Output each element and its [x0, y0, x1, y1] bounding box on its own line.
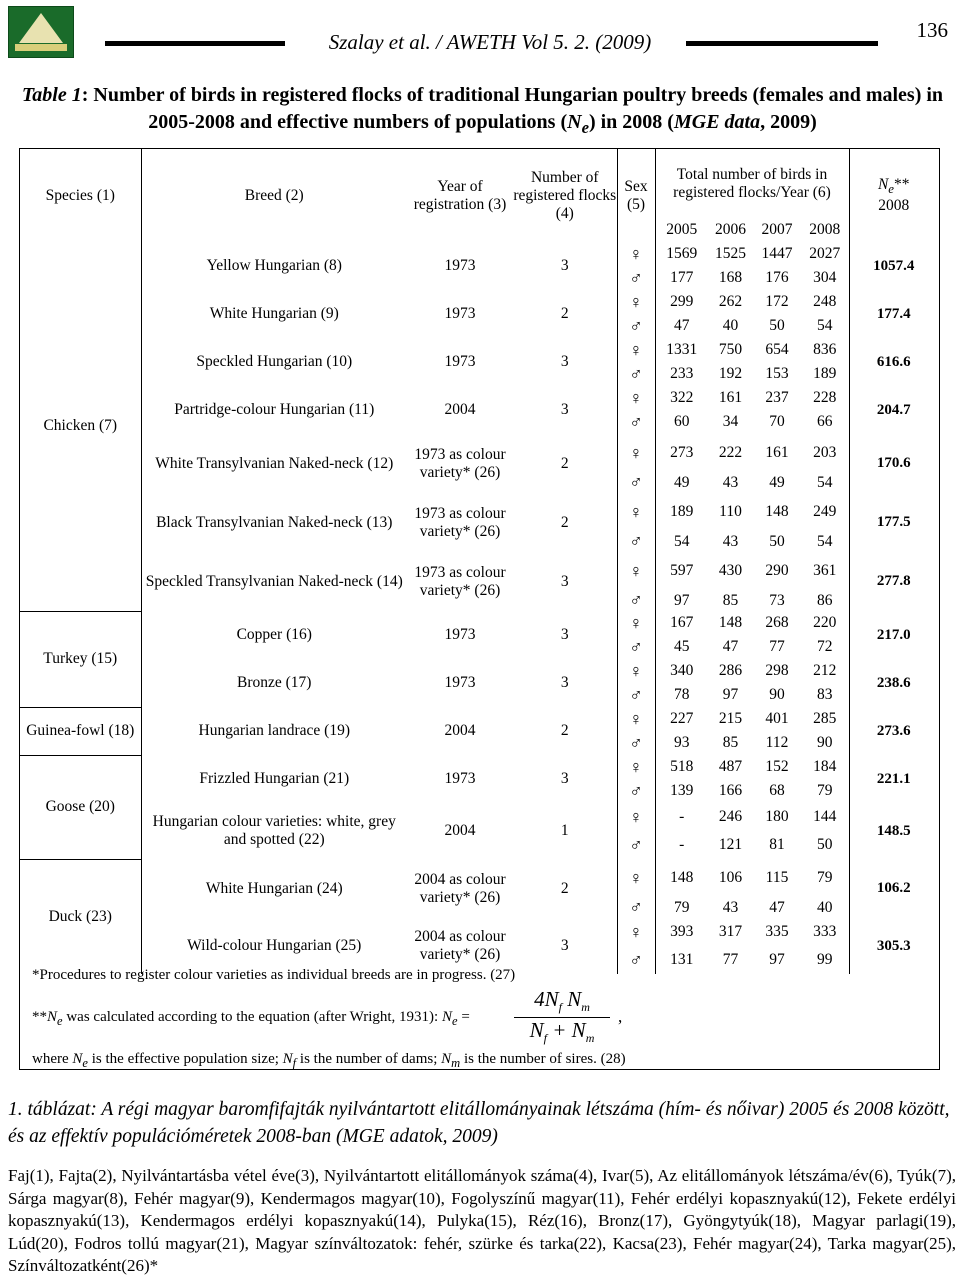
breed-cell: Speckled Hungarian (10) [141, 338, 407, 386]
male-count: 97 [769, 951, 785, 968]
journal-running-title: Szalay et al. / AWETH Vol 5. 2. (2009) [328, 30, 652, 54]
female-count: 248 [813, 293, 837, 310]
header-year-col: 2006 [715, 221, 746, 238]
female-count: 228 [813, 389, 837, 406]
male-count: 90 [769, 686, 785, 703]
flocks-cell: 3 [560, 401, 569, 418]
female-count: 212 [813, 662, 837, 679]
female-count: 180 [765, 808, 789, 825]
data-table-frame [19, 148, 940, 1070]
male-count: 99 [817, 951, 833, 968]
header-species: Species (1) [45, 186, 115, 204]
male-count: 50 [769, 532, 785, 550]
note-ne-equation: $**N_e$ was calculated according to the equation (after Wright, 1931): $N_e$ = [32, 1009, 470, 1028]
header-total: Total number of birds in registered flocks/Year (6) [655, 149, 849, 218]
female-count: 290 [765, 562, 789, 579]
female-count: 189 [655, 493, 708, 531]
year-cell: 1973 [444, 305, 476, 322]
ne-value: 217.0 [849, 611, 938, 659]
year-cell: 2004 [444, 401, 476, 418]
female-count: 322 [655, 386, 708, 410]
female-count: 79 [817, 869, 833, 886]
flocks-cell: 1 [560, 822, 569, 839]
year-cell: 1973 [444, 353, 476, 370]
ne-value: 238.6 [849, 659, 938, 707]
ne-value: 1057.4 [849, 242, 938, 290]
female-count: 161 [718, 389, 743, 406]
male-count: 189 [813, 365, 837, 382]
male-count: 85 [722, 734, 739, 751]
female-count: 203 [813, 444, 837, 461]
male-count: 139 [655, 779, 708, 803]
female-count: 237 [765, 389, 789, 406]
female-icon: ♀ [617, 803, 655, 831]
male-count: 43 [722, 898, 739, 916]
year-cell: 2004 [444, 722, 476, 739]
female-count: 184 [813, 758, 837, 775]
female-icon: ♀ [617, 659, 655, 683]
male-count: 73 [769, 591, 785, 609]
female-icon: ♀ [617, 242, 655, 266]
data-table [20, 149, 938, 974]
female-count: 262 [718, 293, 743, 310]
male-count: 40 [722, 317, 739, 334]
flocks-cell: 3 [560, 257, 569, 274]
header-year-col: 2007 [761, 221, 793, 238]
male-count: 50 [769, 317, 785, 334]
male-count: 153 [765, 365, 789, 382]
male-count: 66 [817, 413, 833, 430]
female-count: 487 [718, 758, 743, 775]
female-icon: ♀ [617, 918, 655, 946]
ne-value: 616.6 [849, 338, 938, 386]
year-cell: 1973 [444, 626, 476, 643]
male-icon: ♂ [617, 314, 655, 338]
female-icon: ♀ [617, 707, 655, 731]
header-sex: Sex (5) [617, 149, 655, 242]
formula-comma: , [618, 1007, 623, 1026]
male-icon: ♂ [617, 946, 655, 974]
female-count: 161 [765, 444, 789, 461]
note-definitions: where $N_e$ is the effective population size; $N_f$ is the number of dams; $N_m$ is the number of sires. (28) [32, 1051, 626, 1070]
male-count: 43 [722, 532, 739, 550]
female-count: 285 [813, 710, 837, 727]
female-count: 148 [765, 503, 789, 520]
female-count: 654 [765, 341, 789, 358]
breed-cell: Copper (16) [141, 611, 407, 659]
male-count: 54 [817, 532, 833, 550]
male-count: 49 [655, 472, 708, 493]
male-count: 40 [817, 898, 833, 916]
header-breed: Breed (2) [141, 149, 407, 242]
year-cell: 1973 [444, 770, 476, 787]
hungarian-legend: Faj(1), Fajta(2), Nyilvántartásba vétel éve(3), Nyilvántartott elitállományok száma(4), Ivar(5), Az elitállományok létszáma/év(6), Tyúk(7), Sárga magyar(8), Fehér magyar(9), Kendermagos magyar(10), Fogolyszínű magyar(11), Fehér erdélyi kopasznyakú(12), Fekete erdélyi kopasznyakú(13), Kendermagos erdélyi kopasznyakú(14), Pulyka(15), Réz(16), Bronz(17), Gyöngytyúk(18), Magyar parlagi(19), Lúd(20), Fodros tollú magyar(21), Magyar színváltozatok: fehér, szürke és tarka(22), Kacsa(23), Fehér magyar(24), Tarka magyar(25), Színváltozatként(26)* [8, 1166, 956, 1275]
female-count: 215 [718, 710, 743, 727]
female-count: 401 [765, 710, 789, 727]
male-icon: ♂ [617, 635, 655, 659]
male-count: 93 [655, 731, 708, 755]
male-count: 54 [817, 473, 833, 491]
female-icon: ♀ [617, 755, 655, 779]
ne-value: 305.3 [849, 918, 938, 974]
male-icon: ♂ [617, 362, 655, 386]
female-count: 167 [655, 611, 708, 635]
breed-cell: Hungarian landrace (19) [141, 707, 407, 755]
female-count: - [655, 803, 708, 831]
female-count: 298 [765, 662, 789, 679]
flocks-cell: 3 [560, 674, 569, 691]
female-icon: ♀ [617, 338, 655, 362]
page-header [0, 0, 960, 70]
breed-cell: Hungarian colour varieties: white, grey and spotted (22) [141, 803, 407, 859]
female-count: 340 [655, 659, 708, 683]
header-ne: $N_e**$ 2008 [849, 149, 938, 242]
male-count: 85 [722, 591, 739, 609]
species-cell: Guinea-fowl (18) [20, 707, 141, 755]
ne-value: 277.8 [849, 552, 938, 611]
female-icon: ♀ [617, 434, 655, 472]
note-procedures: *Procedures to register colour varieties as individual breeds are in progress. (27) [32, 967, 516, 983]
female-count: 148 [718, 614, 743, 631]
flocks-cell: 2 [560, 513, 569, 531]
male-count: 49 [769, 473, 785, 491]
female-icon: ♀ [617, 290, 655, 314]
breed-cell: White Hungarian (24) [141, 859, 407, 918]
male-count: 168 [718, 269, 743, 286]
year-cell: 1973 as colour variety* (26) [414, 445, 506, 481]
ne-value: 148.5 [849, 803, 938, 859]
female-count: 2027 [809, 245, 841, 262]
male-count: 54 [655, 531, 708, 552]
breed-cell: Black Transylvanian Naked-neck (13) [141, 493, 407, 552]
flocks-cell: 3 [560, 626, 569, 643]
female-count: 273 [655, 434, 708, 472]
female-count: 1569 [655, 242, 708, 266]
caption-source: MGE data [673, 111, 761, 133]
flocks-cell: 2 [560, 722, 569, 739]
flocks-cell: 3 [560, 572, 569, 590]
male-count: 131 [655, 946, 708, 974]
ne-value: 177.4 [849, 290, 938, 338]
ne-value: 170.6 [849, 434, 938, 493]
ne-value: 221.1 [849, 755, 938, 803]
female-count: 750 [718, 341, 743, 358]
flocks-cell: 2 [560, 879, 569, 897]
male-count: 176 [765, 269, 789, 286]
male-count: 121 [718, 836, 743, 853]
caption-label: Table 1 [21, 84, 82, 106]
female-count: 220 [813, 614, 837, 631]
male-count: 68 [769, 782, 785, 799]
ne-value: 273.6 [849, 707, 938, 755]
male-icon: ♂ [617, 779, 655, 803]
male-count: 77 [722, 951, 739, 968]
female-count: 1525 [715, 245, 746, 262]
male-icon: ♂ [617, 590, 655, 611]
male-count: 90 [817, 734, 833, 751]
year-cell: 1973 [444, 674, 476, 691]
breed-cell: Bronze (17) [141, 659, 407, 707]
year-cell: 1973 as colour variety* (26) [414, 504, 506, 540]
male-count: 54 [817, 317, 833, 334]
male-count: 45 [655, 635, 708, 659]
female-count: 106 [718, 869, 743, 886]
male-count: 304 [813, 269, 837, 286]
header-year-col: 2008 [809, 221, 841, 238]
female-count: 597 [655, 552, 708, 590]
species-cell: Chicken (7) [43, 417, 118, 435]
flocks-cell: 3 [560, 770, 569, 787]
female-count: 268 [765, 614, 789, 631]
male-count: 47 [722, 638, 739, 655]
breed-cell: White Hungarian (9) [141, 290, 407, 338]
male-count: 79 [817, 782, 833, 799]
flocks-cell: 3 [560, 937, 569, 954]
male-count: 81 [769, 836, 785, 853]
female-count: 1331 [655, 338, 708, 362]
flocks-cell: 2 [560, 454, 569, 472]
male-icon: ♂ [617, 531, 655, 552]
female-count: 249 [813, 503, 837, 520]
male-count: 34 [722, 413, 739, 430]
male-icon: ♂ [617, 472, 655, 493]
ne-value: 204.7 [849, 386, 938, 434]
header-flocks: Number of registered flocks (4) [513, 168, 617, 222]
male-count: 60 [655, 410, 708, 434]
female-count: 335 [765, 923, 789, 940]
male-count: 97 [722, 686, 739, 703]
female-icon: ♀ [617, 611, 655, 635]
female-count: 115 [765, 869, 789, 886]
male-icon: ♂ [617, 831, 655, 859]
male-count: 50 [817, 836, 833, 853]
male-count: 78 [655, 683, 708, 707]
female-count: 152 [765, 758, 789, 775]
logo-triangle-icon [19, 13, 63, 43]
breed-cell: Frizzled Hungarian (21) [141, 755, 407, 803]
female-count: 518 [655, 755, 708, 779]
header-rule-right [686, 41, 878, 46]
male-icon: ♂ [617, 897, 655, 918]
male-count: 177 [655, 266, 708, 290]
male-count: 233 [655, 362, 708, 386]
female-count: 836 [813, 341, 837, 358]
breed-cell: Wild-colour Hungarian (25) [141, 918, 407, 974]
male-count: 83 [817, 686, 833, 703]
journal-logo [8, 6, 74, 58]
ne-value: 177.5 [849, 493, 938, 552]
breed-cell: White Transylvanian Naked-neck (12) [141, 434, 407, 493]
female-count: 430 [718, 562, 743, 579]
male-count: 70 [769, 413, 785, 430]
male-count: 86 [817, 591, 833, 609]
breed-cell: Speckled Transylvanian Naked-neck (14) [141, 552, 407, 611]
hungarian-caption: 1. táblázat: A régi magyar baromfifajták nyilvántartott elitállományainak létszáma (hím- és nőivar) 2005 és 2008 között, és az effektív populációméretek 2008-ban (MGE adatok, 2009) [8, 1099, 950, 1147]
male-count: 43 [722, 473, 739, 491]
female-icon: ♀ [617, 859, 655, 897]
male-count: 72 [817, 638, 833, 655]
male-count: 77 [769, 638, 785, 655]
header-year: Year of registration (3) [413, 177, 507, 213]
male-count: 47 [769, 898, 785, 916]
male-count: 166 [718, 782, 743, 799]
female-icon: ♀ [617, 386, 655, 410]
flocks-cell: 2 [560, 305, 569, 322]
male-icon: ♂ [617, 266, 655, 290]
female-icon: ♀ [617, 493, 655, 531]
female-count: 317 [718, 923, 743, 940]
female-count: 222 [718, 444, 743, 461]
female-count: 286 [718, 662, 743, 679]
breed-cell: Yellow Hungarian (8) [141, 242, 407, 290]
species-cell: Duck (23) [20, 859, 141, 974]
female-count: 246 [718, 808, 743, 825]
species-cell: Turkey (15) [20, 611, 141, 707]
ne-value: 106.2 [849, 859, 938, 918]
species-cell: Goose (20) [20, 755, 141, 859]
header-rule-left [105, 41, 285, 46]
male-icon: ♂ [617, 410, 655, 434]
female-count: 227 [655, 707, 708, 731]
flocks-cell: 3 [560, 353, 569, 370]
female-count: 144 [813, 808, 837, 825]
male-count: 47 [655, 314, 708, 338]
male-count: 79 [655, 897, 708, 918]
female-count: 333 [813, 923, 837, 940]
male-icon: ♂ [617, 683, 655, 707]
male-count: 192 [718, 365, 743, 382]
female-icon: ♀ [617, 552, 655, 590]
male-icon: ♂ [617, 731, 655, 755]
year-cell: 2004 as colour variety* (26) [414, 870, 506, 906]
year-cell: 1973 [444, 257, 476, 274]
year-cell: 1973 as colour variety* (26) [414, 563, 506, 599]
ne-formula: $\frac{4N_f N_m}{N_f + N_m}$ [514, 987, 610, 1046]
male-count: 97 [655, 590, 708, 611]
male-count: - [655, 831, 708, 859]
breed-cell: Partridge-colour Hungarian (11) [141, 386, 407, 434]
table-caption: Table 1: Number of birds in registered flocks of traditional Hungarian poultry breeds (females and males) in 2005-2008 and effective numbers of populations $(N_e)$ in 2008 (MGE data, 2009) [21, 84, 944, 137]
logo-bar-icon [15, 44, 67, 51]
header-year-col: 2005 [655, 218, 708, 242]
year-cell: 2004 [444, 822, 476, 839]
male-count: 112 [765, 734, 789, 751]
female-count: 393 [655, 918, 708, 946]
female-count: 361 [813, 562, 837, 579]
female-count: 299 [655, 290, 708, 314]
female-count: 148 [655, 859, 708, 897]
page-number: 136 [916, 18, 948, 42]
female-count: 110 [719, 503, 742, 520]
female-count: 1447 [761, 245, 793, 262]
year-cell: 2004 as colour variety* (26) [414, 928, 506, 963]
female-count: 172 [765, 293, 789, 310]
